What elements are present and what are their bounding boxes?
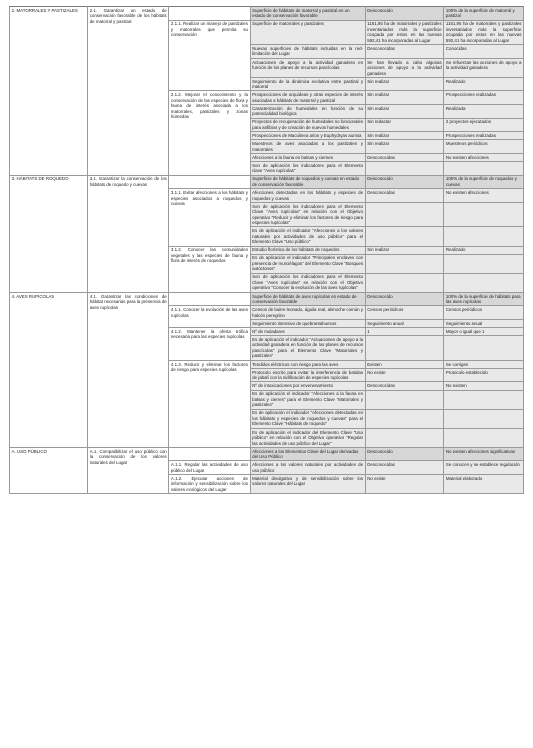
target-value-cell: Conocidas — [444, 45, 524, 59]
target-value-cell: Realizado — [444, 246, 524, 254]
subobjective-label: 4.1.1. Conocer la evolución de las aves rupícolas — [169, 306, 250, 328]
target-value-cell — [444, 390, 524, 409]
indicator-cell: Estudio florístico de los hábitats de roquedos — [250, 246, 365, 254]
indicator-cell: Son de aplicación los indicadores para el Elemento clave "Aves rupícolas" — [250, 162, 365, 176]
initial-value-cell: Desconocidas — [365, 382, 444, 390]
subobjective-label: 4.1.2. Mantener la oferta trófica necesaria para las especies rupícolas — [169, 328, 250, 361]
indicator-cell: Proyectos de recuperación de humedales no funcionales para anfibios y de creación de nuevos humedales — [250, 118, 365, 132]
indicator-cell: Es de aplicación el indicador del Elemento Clave "Uso público" en relación con el Objetivo operativo "Regular las actividades de uso público del Lugar" — [250, 428, 365, 447]
target-value-cell — [444, 254, 524, 273]
initial-value-cell: 1161,95 ha de matorrales y pastizales inventariados más la superficie ocupada por estos en las nuevas 592,41 ha incorporadas al Lugar — [365, 20, 444, 45]
target-value-cell: No existen afecciones significativas — [444, 447, 524, 461]
section-label: 4. AVES RUPÍCOLAS — [10, 292, 88, 447]
target-value-cell: Realizada — [444, 105, 524, 119]
indicator-cell: Superficie de matorrales y pastizales — [250, 20, 365, 45]
subobjective-label: A.1.1. Regular las actividades de uso público del Lugar — [169, 461, 250, 475]
target-value-cell: Prospecciones realizadas — [444, 91, 524, 105]
initial-value-cell: Se han llevado a cabo algunas acciones de apoyo a la actividad ganadera — [365, 58, 444, 77]
indicator-cell: Son de aplicación los indicadores para el Elemento Clave "Aves rupícolas" en relación con el Objetivo operativo "Reducir y eliminar los factores de riesgo para especies rupícolas" — [250, 202, 365, 227]
initial-value-cell — [365, 273, 444, 292]
section-label: A. USO PÚBLICO — [10, 447, 88, 493]
subobjective-empty — [169, 292, 250, 306]
subobjective-empty — [169, 175, 250, 189]
initial-value-cell: Desconocidas — [365, 153, 444, 161]
initial-value-cell: Sin realizar — [365, 91, 444, 105]
indicator-cell: Afecciones a los Elementos Clave del Lugar derivadas del Uso Público — [250, 447, 365, 461]
target-value-cell: Protocolo establecido — [444, 368, 524, 382]
subobjective-label: 2.1.1. Realizar un manejo de pastizales y matorrales que permita su conservación — [169, 20, 250, 91]
indicator-cell: Son de aplicación los indicadores para el Elemento Clave "Aves rupícolas" en relación con el Objetivo operativo "Conocer la evolución de las aves rupícolas" — [250, 273, 365, 292]
subobjective-label: 3.1.2. Conocer las comunidades vegetales y las especies de fauna y flora de interés de roquedos — [169, 246, 250, 292]
target-value-cell: Mayor o igual que 1 — [444, 328, 524, 336]
section-objective: A.1. Compatibilizar el uso público con la conservación de los valores naturales del Lugar — [88, 447, 169, 493]
section-label: 2. MATORRALES Y PASTIZALES — [10, 7, 88, 176]
target-value-cell: 100% de la superficie de hábitats para las aves rupícolas — [444, 292, 524, 306]
indicators-table — [9, 6, 524, 494]
subobjective-label: 2.1.2. Mejorar el conocimiento y la conservación de las especies de flora y fauna de interés asociada a los matorrales, pastizales y zonas húmedas — [169, 91, 250, 175]
initial-value-cell — [365, 428, 444, 447]
initial-value-cell: Censos periódicos — [365, 306, 444, 320]
initial-value-cell: Desconocido — [365, 175, 444, 189]
subobjective-empty — [169, 7, 250, 21]
indicator-cell: Nº de intoxicaciones por envenenamiento — [250, 382, 365, 390]
target-value-cell: Material elaborado — [444, 475, 524, 494]
section-row — [10, 175, 524, 189]
target-value-cell: 1161,95 ha de matorrales y pastizales inventariados más la superficie ocupada por estos en las nuevas 592,41 ha incorporadas al Lugar — [444, 20, 524, 45]
initial-value-cell — [365, 162, 444, 176]
target-value-cell: Prospecciones realizadas — [444, 132, 524, 140]
indicator-cell: Muestreos de aves asociadas a los pastizales y matorrales — [250, 140, 365, 154]
initial-value-cell — [365, 202, 444, 227]
indicator-cell: Afecciones a la fauna en balsas y ciernes — [250, 153, 365, 161]
initial-value-cell: Desconocido — [365, 447, 444, 461]
initial-value-cell: Desconocido — [365, 292, 444, 306]
target-value-cell: Se refuerzan las acciones de apoyo a la actividad ganadera — [444, 58, 524, 77]
section-row — [10, 447, 524, 461]
indicator-cell: Superficie de hábitats de matorral y pastizal en un estado de conservación favorable — [250, 7, 365, 21]
target-value-cell: No existen afecciones — [444, 189, 524, 203]
initial-value-cell: Sin redactar — [365, 118, 444, 132]
section-objective: 3.1. Garantizar la conservación de los hábitats de roquedo y cuevas — [88, 175, 169, 292]
target-value-cell: No existen — [444, 382, 524, 390]
section-objective: 4.1. Garantizar las condiciones de hábitat necesarias para la presencia de aves rupícolas — [88, 292, 169, 447]
initial-value-cell: Desconocido — [365, 7, 444, 21]
initial-value-cell: No existe — [365, 368, 444, 382]
target-value-cell: 2 proyectos ejecutados — [444, 118, 524, 132]
initial-value-cell: Sin realizar — [365, 77, 444, 91]
target-value-cell: Se conocen y se establece regulación — [444, 461, 524, 475]
initial-value-cell — [365, 390, 444, 409]
subobjective-empty — [169, 447, 250, 461]
target-value-cell — [444, 273, 524, 292]
indicator-cell: Nº de muladares — [250, 328, 365, 336]
subobjective-label: 4.1.3. Reducir y eliminar los factores de riesgo para especies rupícolas — [169, 360, 250, 447]
indicator-cell: Superficie de hábitats de aves rupícolas en estado de conservación favorable — [250, 292, 365, 306]
target-value-cell: Realizado — [444, 77, 524, 91]
indicator-cell: Nuevas superficies de hábitats incluidas en la red-limitación del Lugar — [250, 45, 365, 59]
indicator-cell: Afecciones detectadas en los hábitats y especies de roquedos y cuevas — [250, 189, 365, 203]
target-value-cell — [444, 336, 524, 361]
section-row — [10, 292, 524, 306]
target-value-cell — [444, 409, 524, 428]
initial-value-cell: Seguimiento anual — [365, 319, 444, 327]
initial-value-cell — [365, 336, 444, 361]
initial-value-cell: Sin realizar — [365, 140, 444, 154]
initial-value-cell: Sin realizar — [365, 246, 444, 254]
indicator-cell: Tendidos eléctricos con riesgo para las aves — [250, 360, 365, 368]
indicator-cell: Es de aplicación el indicador "Actuaciones de apoyo a la actividad ganadera en función de los planes de recursos pascícolas" para el Elemento Clave "Matorrales y pastizales" — [250, 336, 365, 361]
section-objective: 2.1. Garantizar un estado de conservación favorable de los hábitats de matorral y pastizal — [88, 7, 169, 176]
subobjective-label: 3.1.1. Evitar afecciones a los hábitats y especies asociados a roquedos y cuevas — [169, 189, 250, 246]
indicator-cell: Es de aplicación el indicador "Principales enclaves con presencia de murciélagos" del Elemento Clave "Bosques autóctonos" — [250, 254, 365, 273]
section-label: 3. HÁBITATS DE ROQUEDO — [10, 175, 88, 292]
initial-value-cell: 1 — [365, 328, 444, 336]
indicator-cell: Prospecciones de Maculinea arion y Euphydryas aurinia — [250, 132, 365, 140]
target-value-cell: Se corrigen — [444, 360, 524, 368]
initial-value-cell: Desconocidas — [365, 461, 444, 475]
initial-value-cell: Desconocidas — [365, 189, 444, 203]
indicator-cell: Afecciones a los valores naturales por actividades de uso público — [250, 461, 365, 475]
initial-value-cell: No existe — [365, 475, 444, 494]
indicator-cell: Es de aplicación el indicador "Afecciones a los valores naturales por actividades de uso público" para el Elemento Clave "Uso público" — [250, 227, 365, 246]
initial-value-cell: Desconocidas — [365, 45, 444, 59]
target-value-cell: 100% de la superficie de roquedos y cuevas — [444, 175, 524, 189]
target-value-cell — [444, 202, 524, 227]
initial-value-cell — [365, 254, 444, 273]
indicator-cell: Seguimiento intensivo de quebrantahuesos — [250, 319, 365, 327]
initial-value-cell: Existen — [365, 360, 444, 368]
target-value-cell: No existen afecciones — [444, 153, 524, 161]
target-value-cell: Seguimiento anual — [444, 319, 524, 327]
indicator-cell: Seguimiento de la dinámica evolutiva entre pastizal y matorral — [250, 77, 365, 91]
target-value-cell — [444, 162, 524, 176]
initial-value-cell: Sin realizar — [365, 105, 444, 119]
indicator-cell: Protocolo escrito para evitar la interferencia de batidas de jabalí con la nidificación de especies rupícolas — [250, 368, 365, 382]
target-value-cell: Censos periódicos — [444, 306, 524, 320]
initial-value-cell — [365, 227, 444, 246]
initial-value-cell — [365, 409, 444, 428]
indicator-cell: Prospecciones de orquídeas y otras especies de interés asociadas a hábitats de matorral y pastizal — [250, 91, 365, 105]
indicator-cell: Material divulgativo y de sensibilización sobre los valores naturales del Lugar — [250, 475, 365, 494]
target-value-cell — [444, 428, 524, 447]
initial-value-cell: Sin realizar — [365, 132, 444, 140]
indicator-cell: Es de aplicación el indicador "Afecciones a la fauna en balsas y cierres" para el Elemento Clave "Matorrales y pastizales" — [250, 390, 365, 409]
subobjective-label: A.1.2. Ejecutar acciones de información y sensibilización sobre los valores ecológicos del Lugar — [169, 475, 250, 494]
indicator-cell: Superficie de hábitats de roquedos y cuevas en estado de conservación favorable — [250, 175, 365, 189]
indicator-cell: Caracterización de humedales en función de su potencialidad biológica — [250, 105, 365, 119]
target-value-cell: Muestreos periódicos — [444, 140, 524, 154]
indicator-cell: Es de aplicación el indicador "Afecciones detectadas en los hábitats y especies de roquedos y cuevas" para el Elemento Clave "Hábitats de roquedo" — [250, 409, 365, 428]
target-value-cell — [444, 227, 524, 246]
target-value-cell: 100% de la superficie de matorral y pastizal — [444, 7, 524, 21]
indicator-cell: Actuaciones de apoyo a la actividad ganadera en función de los planes de recursos pascícolas — [250, 58, 365, 77]
section-row — [10, 7, 524, 21]
indicator-cell: Censos de buitre leonado, águila real, alimoche común y halcón peregrino — [250, 306, 365, 320]
